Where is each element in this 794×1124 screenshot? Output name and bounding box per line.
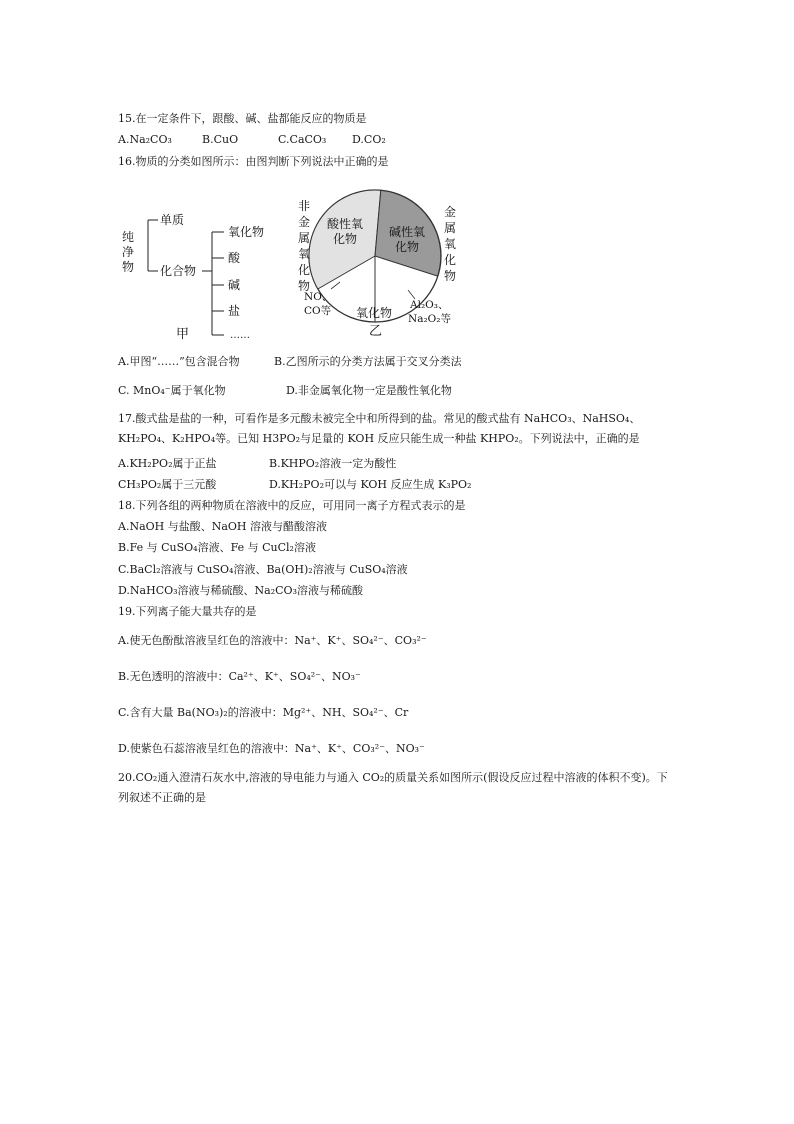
q17-option-a: A.KH₂PO₂属于正盐 [118, 457, 217, 470]
venn-acidic-line-1: 酸性氧 [327, 217, 364, 231]
q19-option-d: D.使紫色石蕊溶液呈红色的溶液中：Na⁺、K⁺、CO₃²⁻、NO₃⁻ [118, 742, 425, 755]
venn-example-na2o2: Na₂O₂等 [408, 313, 451, 325]
venn-metal-char-1: 金 [444, 205, 457, 219]
venn-example-no: NO、 [304, 291, 333, 303]
q16-option-a: A.甲图“……”包含混合物 [118, 355, 240, 368]
tree-leaf-base: 碱 [228, 278, 241, 292]
tree-root-char-1: 纯 [122, 230, 135, 244]
venn-basic-line-2: 化物 [395, 240, 420, 254]
q15-option-b: B.CuO [202, 133, 239, 146]
q17-option-c: CH₃PO₂属于三元酸 [118, 478, 217, 491]
q20-stem: 20.CO₂通入澄清石灰水中,溶液的导电能力与通入 CO₂的质量关系如图所示(假设反应过程中溶液的体积不变)。下列叙述不正确的是 [118, 771, 668, 804]
q17-option-d: D.KH₂PO₂可以与 KOH 反应生成 K₃PO₂ [269, 478, 472, 491]
figure-oxide-venn [294, 182, 464, 342]
q18-option-b: B.Fe 与 CuSO₄溶液、Fe 与 CuCl₂溶液 [118, 541, 316, 554]
tree-leaf-salt: 盐 [228, 304, 241, 318]
tree-branch-compounds: 化合物 [160, 264, 197, 278]
venn-metal-char-2: 属 [444, 221, 457, 235]
q15-option-d: D.CO₂ [352, 133, 386, 146]
q15-option-c: C.CaCO₃ [278, 133, 327, 146]
tree-root-char-3: 物 [122, 260, 135, 274]
venn-nonmetal-char-6: 物 [298, 279, 311, 293]
venn-oxide-label: 氧化物 [356, 306, 393, 320]
tree-leaf-ellipsis: …… [230, 330, 250, 341]
q18-stem: 18.下列各组的两种物质在溶液中的反应，可用同一离子方程式表示的是 [118, 499, 466, 512]
venn-metal-char-5: 物 [444, 269, 457, 283]
tree-caption: 甲 [176, 327, 190, 342]
q16-option-b: B.乙图所示的分类方法属于交叉分类法 [274, 355, 462, 368]
venn-nonmetal-char-1: 非 [298, 199, 311, 213]
venn-nonmetal-char-4: 氧 [298, 247, 311, 261]
q16-option-c: C. MnO₄⁻属于氧化物 [118, 384, 226, 397]
q17-option-b: B.KHPO₂溶液一定为酸性 [269, 457, 397, 470]
q19-option-b: B.无色透明的溶液中：Ca²⁺、K⁺、SO₄²⁻、NO₃⁻ [118, 670, 361, 683]
venn-basic-line-1: 碱性氧 [389, 225, 426, 239]
q16-option-d: D.非金属氧化物一定是酸性氧化物 [286, 384, 452, 397]
venn-nonmetal-char-5: 化 [298, 263, 311, 277]
tree-leaf-acid: 酸 [228, 251, 241, 265]
q19-option-c: C.含有大量 Ba(NO₃)₂的溶液中：Mg²⁺、NH、SO₄²⁻、Cr [118, 706, 409, 719]
q16-stem: 16.物质的分类如图所示：由图判断下列说法中正确的是 [118, 155, 389, 168]
venn-example-co: CO等 [304, 305, 332, 317]
tree-root-char-2: 净 [122, 245, 135, 259]
venn-metal-char-4: 化 [444, 253, 457, 267]
q15-stem: 15.在一定条件下，跟酸、碱、盐都能反应的物质是 [118, 112, 367, 125]
tree-branch-elements: 单质 [160, 213, 185, 227]
q19-option-a: A.使无色酚酞溶液呈红色的溶液中：Na⁺、K⁺、SO₄²⁻、CO₃²⁻ [118, 634, 427, 647]
venn-nonmetal-char-3: 属 [298, 231, 311, 245]
figure-classification-tree [112, 198, 282, 348]
tree-leaf-oxide: 氧化物 [228, 225, 265, 239]
venn-acidic-line-2: 化物 [333, 232, 358, 246]
q17-stem: 17.酸式盐是盐的一种，可看作是多元酸未被完全中和所得到的盐。常见的酸式盐有 NaHCO₃、NaHSO₄、KH₂PO₄、K₂HPO₄等。已知 H3PO₂与足量的 KOH 反应只能生成一种盐 KHPO₂。下列说法中，正确的是 [118, 412, 641, 445]
venn-caption: 乙 [369, 324, 383, 339]
q15-option-a: A.Na₂CO₃ [118, 133, 172, 146]
q18-option-d: D.NaHCO₃溶液与稀硫酸、Na₂CO₃溶液与稀硫酸 [118, 584, 363, 597]
q18-option-c: C.BaCl₂溶液与 CuSO₄溶液、Ba(OH)₂溶液与 CuSO₄溶液 [118, 563, 408, 576]
q18-option-a: A.NaOH 与盐酸、NaOH 溶液与醋酸溶液 [118, 520, 328, 533]
venn-metal-char-3: 氧 [444, 237, 457, 251]
venn-nonmetal-char-2: 金 [298, 215, 311, 229]
venn-example-al2o3: Al₂O₃、 [410, 299, 449, 311]
q19-stem: 19.下列离子能大量共存的是 [118, 605, 257, 618]
